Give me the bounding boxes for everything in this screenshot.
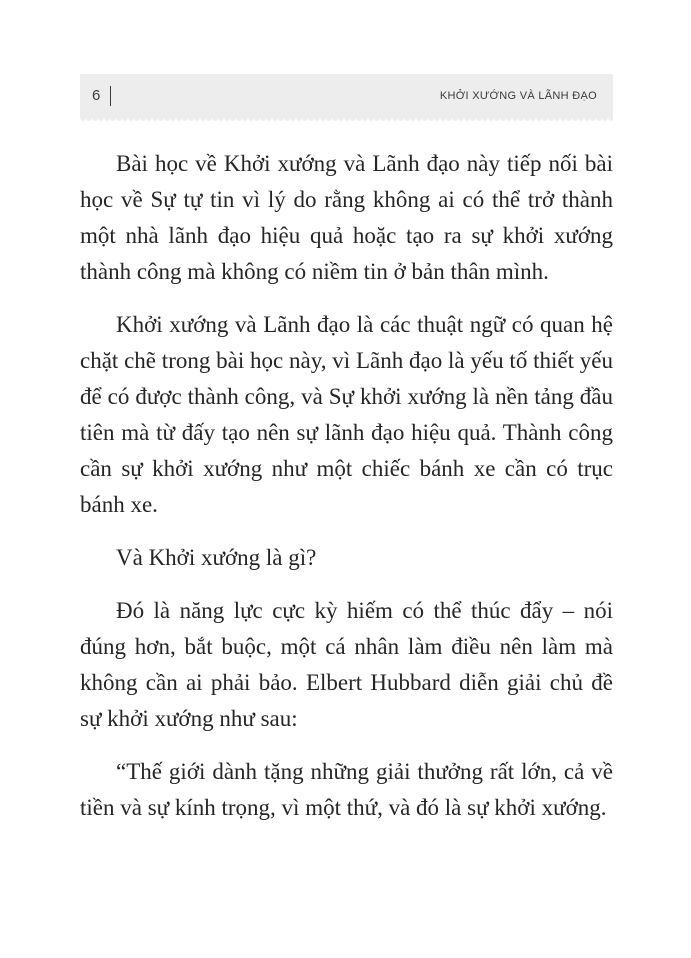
running-title: KHỞI XƯỚNG VÀ LÃNH ĐẠO [439, 90, 597, 102]
paragraph-2: Khởi xướng và Lãnh đạo là các thuật ngữ có quan hệ chặt chẽ trong bài học này, vì Lãnh đạo là yếu tố thiết yếu để có được thành công, và Sự khởi xướng là nền tảng đầu tiên mà từ đấy tạo nên sự lãnh đạo hiệu quả. Thành công cần sự khởi xướng như một chiếc bánh xe cần có trục bánh xe. [80, 312, 613, 517]
page-number: 6 [92, 87, 101, 104]
body-text [80, 146, 613, 843]
header-divider [110, 86, 111, 106]
paragraph-3: Và Khởi xướng là gì? [116, 545, 317, 570]
paragraph-5-quote: “Thế giới dành tặng những giải thưởng rất lớn, cả về tiền và sự kính trọng, vì một thứ, và đó là sự khởi xướng. [80, 759, 613, 820]
page-header [80, 74, 613, 118]
paragraph-4: Đó là năng lực cực kỳ hiếm có thể thúc đẩy – nói đúng hơn, bắt buộc, một cá nhân làm điều nên làm mà không cần ai phải bảo. Elbert Hubbard diễn giải chủ đề sự khởi xướng như sau: [80, 598, 613, 731]
paragraph-1: Bài học về Khởi xướng và Lãnh đạo này tiếp nối bài học về Sự tự tin vì lý do rằng không ai có thể trở thành một nhà lãnh đạo hiệu quả hoặc tạo ra sự khởi xướng thành công mà không có niềm tin ở bản thân mình. [80, 151, 613, 284]
